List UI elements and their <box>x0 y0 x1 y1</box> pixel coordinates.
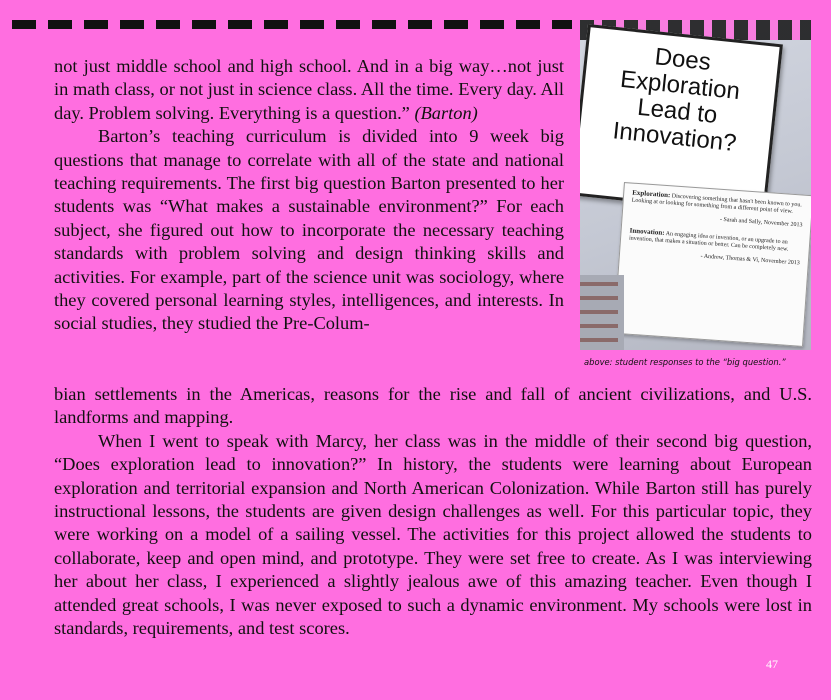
article-paragraph-2: Barton’s teaching curriculum is divided into 9 week big questions that manage to correlate with all of the state and national teaching requirements. The first big question Barton presented to her students was “What makes a sustainable environment?” For each subject, she figured out how to incorporate the necessary teaching standards with problem solving and design thinking skills and activities. For example, part of the science unit was sociology, where they covered personal learning styles, intelligences, and interests. In social studies, they studied the Pre-Colum- <box>54 126 564 334</box>
photo-strip <box>580 296 618 300</box>
classroom-sign-photo <box>580 20 811 350</box>
page-number: 47 <box>766 657 778 671</box>
photo-strip <box>580 310 618 314</box>
sign-title: Does Exploration Lead to Innovation? <box>611 43 742 158</box>
paragraph-text: not just middle school and high school. And in a big way…not just in math class, or not just in science class. All the time. Every day. All day. Problem solving. Everything is a question.” <box>54 56 564 123</box>
definition-credit: - Sarah and Sally, November 2013 <box>719 216 803 229</box>
article-column-text <box>54 55 564 336</box>
article-full-width-text <box>54 383 812 640</box>
article-paragraph-3: When I went to speak with Marcy, her class was in the middle of their second big question, “Does exploration lead to innovation?” In history, the students were learning about European exploration and territorial expansion and North American Colonization. While Barton still has purely instructional lessons, the students are given design challenges as well. For this particular topic, they were working on a model of a sailing vessel. The activities for this project allowed the students to collaborate, keep and open mind, and prototype. They were set free to create. As I was interviewing her about her class, I experienced a slightly jealous awe of this amazing teacher. Even though I attended great schools, I was never exposed to such a dynamic environment. My schools were lost in standards, requirements, and test scores. <box>54 430 812 639</box>
definitions-sheet <box>613 182 811 347</box>
photo-strip <box>580 324 618 328</box>
definition-term: Innovation: <box>629 226 665 237</box>
definition-term: Exploration: <box>632 188 671 200</box>
photo-strip <box>580 282 618 286</box>
article-paragraph-1 <box>54 55 564 125</box>
photo-caption: above: student responses to the “big question.” <box>584 357 786 367</box>
quote-attribution: (Barton) <box>414 102 478 123</box>
definition-credit: - Andrew, Thomas & Vi, November 2013 <box>700 253 800 267</box>
article-paragraph-2-continued: bian settlements in the Americas, reasons for the rise and fall of ancient civilizations, and U.S. landforms and mapping. <box>54 384 812 428</box>
dashed-rule <box>12 20 572 29</box>
photo-strip <box>580 338 618 342</box>
definition-text: Discovering something that hasn't been known to you. Looking at or looking for something from a different point of view. <box>631 193 803 215</box>
definition-text: An engaging idea or invention, or an upgrade to an invention, that makes a situation or better. Can be completely new. <box>628 231 789 253</box>
